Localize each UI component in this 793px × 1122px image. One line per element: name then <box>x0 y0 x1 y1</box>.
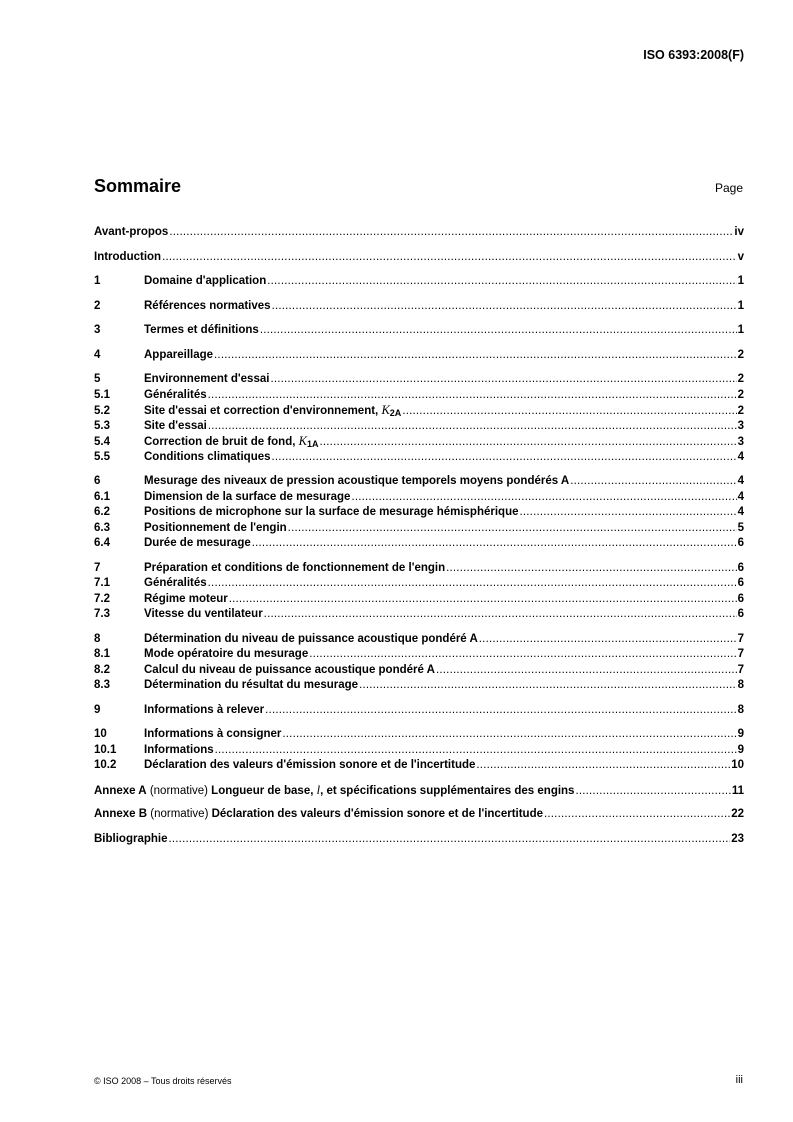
toc-entry-number: 3 <box>94 324 101 336</box>
toc-entry-number: 4 <box>94 348 101 361</box>
toc-entry[interactable] <box>94 403 744 419</box>
dot-leader <box>208 576 737 592</box>
toc-entry-number: 1 <box>94 275 101 287</box>
toc-entry[interactable] <box>94 490 744 506</box>
dot-leader <box>446 561 736 577</box>
dot-leader <box>436 663 737 679</box>
toc-entry-page: 3 <box>737 419 744 432</box>
dot-leader <box>570 474 736 490</box>
dot-leader <box>208 388 737 404</box>
footer-copyright: © ISO 2008 – Tous droits réservés <box>94 1076 232 1086</box>
toc-entry[interactable] <box>94 807 744 823</box>
toc-entry-title: Environnement d'essai <box>144 373 270 385</box>
dot-leader <box>282 727 736 743</box>
toc-entry-page: 7 <box>737 632 744 645</box>
page-column-label: Page <box>714 181 743 195</box>
toc-entry-page: 2 <box>737 348 744 361</box>
toc-entry-title: Mode opératoire du mesurage <box>144 648 309 660</box>
table-of-contents <box>94 225 744 847</box>
toc-entry-number: 6.2 <box>94 506 110 518</box>
toc-entry-title: Correction de bruit de fond, $K_{1A}$ <box>144 434 319 449</box>
toc-entry-page: 6 <box>737 592 744 605</box>
toc-entry-title: Mesurage des niveaux de pression acoustique temporels moyens pondérés A <box>144 475 570 487</box>
toc-entry-title: Annexe A (normative) Longueur de base, l, et spécifications supplémentaires des engins <box>94 782 575 797</box>
toc-entry-page: 2 <box>737 373 744 385</box>
toc-entry-title: Dimension de la surface de mesurage <box>144 490 351 503</box>
dot-leader <box>520 505 737 521</box>
toc-entry[interactable] <box>94 434 744 450</box>
toc-entry-title: Bibliographie <box>94 832 168 845</box>
page-title: Sommaire <box>94 176 182 196</box>
toc-entry-number: 7.1 <box>94 577 110 589</box>
toc-entry-number: 9 <box>94 703 101 716</box>
dot-leader <box>272 299 737 315</box>
dot-leader <box>270 372 736 388</box>
dot-leader <box>351 490 736 506</box>
toc-entry-title: Préparation et conditions de fonctionnement de l'engin <box>144 561 446 574</box>
toc-entry[interactable] <box>94 576 744 592</box>
toc-entry-page: 1 <box>737 324 744 336</box>
toc-entry-page: 9 <box>737 728 744 740</box>
toc-entry-title: Vitesse du ventilateur <box>144 608 263 620</box>
toc-entry[interactable] <box>94 419 744 435</box>
toc-entry-number: 5.4 <box>94 436 110 448</box>
toc-entry-number: 10.1 <box>94 743 117 756</box>
toc-entry-title: Régime moteur <box>144 592 228 605</box>
toc-entry-number: 10 <box>94 728 107 740</box>
toc-entry[interactable] <box>94 299 744 315</box>
toc-entry-page: 22 <box>731 808 744 820</box>
dot-leader <box>264 607 737 623</box>
toc-entry-title: Appareillage <box>144 348 214 361</box>
toc-entry-number: 5.2 <box>94 405 110 417</box>
toc-entry-page: 23 <box>731 832 744 845</box>
toc-entry-number: 6.3 <box>94 521 110 534</box>
dot-leader <box>214 348 737 364</box>
toc-entry[interactable] <box>94 474 744 490</box>
dot-leader <box>260 323 737 339</box>
toc-entry-page: 1 <box>737 275 744 287</box>
dot-leader <box>168 832 730 848</box>
toc-entry-page: 11 <box>731 784 744 797</box>
toc-entry[interactable] <box>94 607 744 623</box>
toc-entry-page: 6 <box>737 577 744 589</box>
dot-leader <box>359 678 737 694</box>
dot-leader <box>265 703 736 719</box>
toc-entry[interactable] <box>94 727 744 743</box>
toc-entry[interactable] <box>94 323 744 339</box>
toc-entry[interactable] <box>94 450 744 466</box>
dot-leader <box>479 632 737 648</box>
toc-entry[interactable] <box>94 832 744 848</box>
toc-entry-page: 2 <box>737 388 744 401</box>
toc-entry-page: 8 <box>737 703 744 716</box>
dot-leader <box>288 521 737 537</box>
toc-entry[interactable] <box>94 388 744 404</box>
toc-entry-title: Détermination du résultat du mesurage <box>144 679 359 691</box>
toc-entry-title: Positions de microphone sur la surface de mesurage hémisphérique <box>144 506 519 518</box>
toc-entry-page: 7 <box>737 648 744 660</box>
toc-entry-page: 4 <box>737 450 744 463</box>
toc-entry-title: Introduction <box>94 250 162 263</box>
toc-entry[interactable] <box>94 632 744 648</box>
toc-entry-number: 7.3 <box>94 608 110 620</box>
toc-entry[interactable] <box>94 647 744 663</box>
toc-entry-title: Informations <box>144 743 214 756</box>
toc-entry-page: 2 <box>737 405 744 417</box>
dot-leader <box>162 250 737 266</box>
document-reference: ISO 6393:2008(F) <box>643 48 744 62</box>
toc-entry-page: 9 <box>737 743 744 756</box>
toc-entry-page: iv <box>734 226 744 238</box>
dot-leader <box>229 592 737 608</box>
dot-leader <box>215 743 737 759</box>
dot-leader <box>402 404 736 420</box>
toc-entry-title: Détermination du niveau de puissance acoustique pondéré A <box>144 632 478 645</box>
dot-leader <box>169 225 733 241</box>
toc-entry[interactable] <box>94 274 744 290</box>
toc-entry[interactable] <box>94 783 744 799</box>
toc-entry-title: Avant-propos <box>94 226 169 238</box>
toc-entry-title: Site d'essai <box>144 419 207 432</box>
toc-entry[interactable] <box>94 743 744 759</box>
toc-entry-page: 4 <box>737 490 744 503</box>
toc-entry-title: Domaine d'application <box>144 275 267 287</box>
toc-entry-number: 5 <box>94 373 101 385</box>
toc-entry-number: 7 <box>94 561 101 574</box>
toc-entry-page: 6 <box>737 537 744 549</box>
toc-entry[interactable] <box>94 592 744 608</box>
toc-entry[interactable] <box>94 536 744 552</box>
toc-entry-title: Références normatives <box>144 299 271 312</box>
toc-entry-title: Généralités <box>144 388 207 401</box>
toc-entry-page: 6 <box>737 608 744 620</box>
toc-entry-title: Généralités <box>144 577 207 589</box>
toc-entry-number: 8.1 <box>94 648 110 660</box>
footer-page-number: iii <box>735 1074 743 1086</box>
toc-entry-title: Annexe B (normative) Déclaration des valeurs d'émission sonore et de l'incertitude <box>94 808 543 820</box>
toc-entry[interactable] <box>94 758 744 774</box>
toc-entry[interactable] <box>94 521 744 537</box>
toc-entry-number: 6 <box>94 475 101 487</box>
toc-entry-page: 6 <box>737 561 744 574</box>
toc-entry-number: 8.2 <box>94 663 110 676</box>
toc-entry-title: Conditions climatiques <box>144 450 271 463</box>
toc-entry-number: 5.5 <box>94 450 110 463</box>
toc-entry-number: 10.2 <box>94 759 117 771</box>
toc-entry[interactable] <box>94 678 744 694</box>
toc-entry-number: 2 <box>94 299 101 312</box>
toc-entry-number: 6.4 <box>94 537 110 549</box>
toc-entry-page: 10 <box>731 759 744 771</box>
toc-entry-page: 3 <box>737 436 744 448</box>
toc-entry-page: v <box>737 250 744 263</box>
toc-entry-page: 4 <box>737 475 744 487</box>
toc-entry-number: 6.1 <box>94 490 110 503</box>
toc-entry-page: 5 <box>737 521 744 534</box>
toc-entry-page: 8 <box>737 679 744 691</box>
toc-entry-title: Déclaration des valeurs d'émission sonore et de l'incertitude <box>144 759 476 771</box>
toc-entry-number: 5.3 <box>94 419 110 432</box>
dot-leader <box>476 758 730 774</box>
dot-leader <box>252 536 737 552</box>
toc-entry-title: Termes et définitions <box>144 324 259 336</box>
toc-entry-page: 4 <box>737 506 744 518</box>
toc-entry[interactable] <box>94 703 744 719</box>
toc-entry-number: 8.3 <box>94 679 110 691</box>
dot-leader <box>267 274 736 290</box>
toc-entry[interactable] <box>94 505 744 521</box>
toc-entry-title: Durée de mesurage <box>144 537 251 549</box>
toc-entry-title: Informations à relever <box>144 703 265 716</box>
toc-entry-number: 8 <box>94 632 101 645</box>
toc-entry-number: 7.2 <box>94 592 110 605</box>
dot-leader <box>208 419 737 435</box>
toc-entry[interactable] <box>94 225 744 241</box>
dot-leader <box>309 647 736 663</box>
toc-entry[interactable] <box>94 250 744 266</box>
dot-leader <box>575 784 730 800</box>
toc-entry-page: 7 <box>737 663 744 676</box>
toc-entry-title: Informations à consigner <box>144 728 282 740</box>
toc-entry[interactable] <box>94 663 744 679</box>
dot-leader <box>544 807 730 823</box>
toc-entry-title: Site d'essai et correction d'environnement, $K_{2A}$ <box>144 403 402 418</box>
toc-entry-page: 1 <box>737 299 744 312</box>
toc-entry[interactable] <box>94 372 744 388</box>
toc-entry[interactable] <box>94 561 744 577</box>
dot-leader <box>272 450 737 466</box>
dot-leader <box>319 435 736 451</box>
toc-entry-title: Positionnement de l'engin <box>144 521 287 534</box>
toc-entry-number: 5.1 <box>94 388 110 401</box>
toc-entry-title: Calcul du niveau de puissance acoustique pondéré A <box>144 663 435 676</box>
toc-entry[interactable] <box>94 348 744 364</box>
